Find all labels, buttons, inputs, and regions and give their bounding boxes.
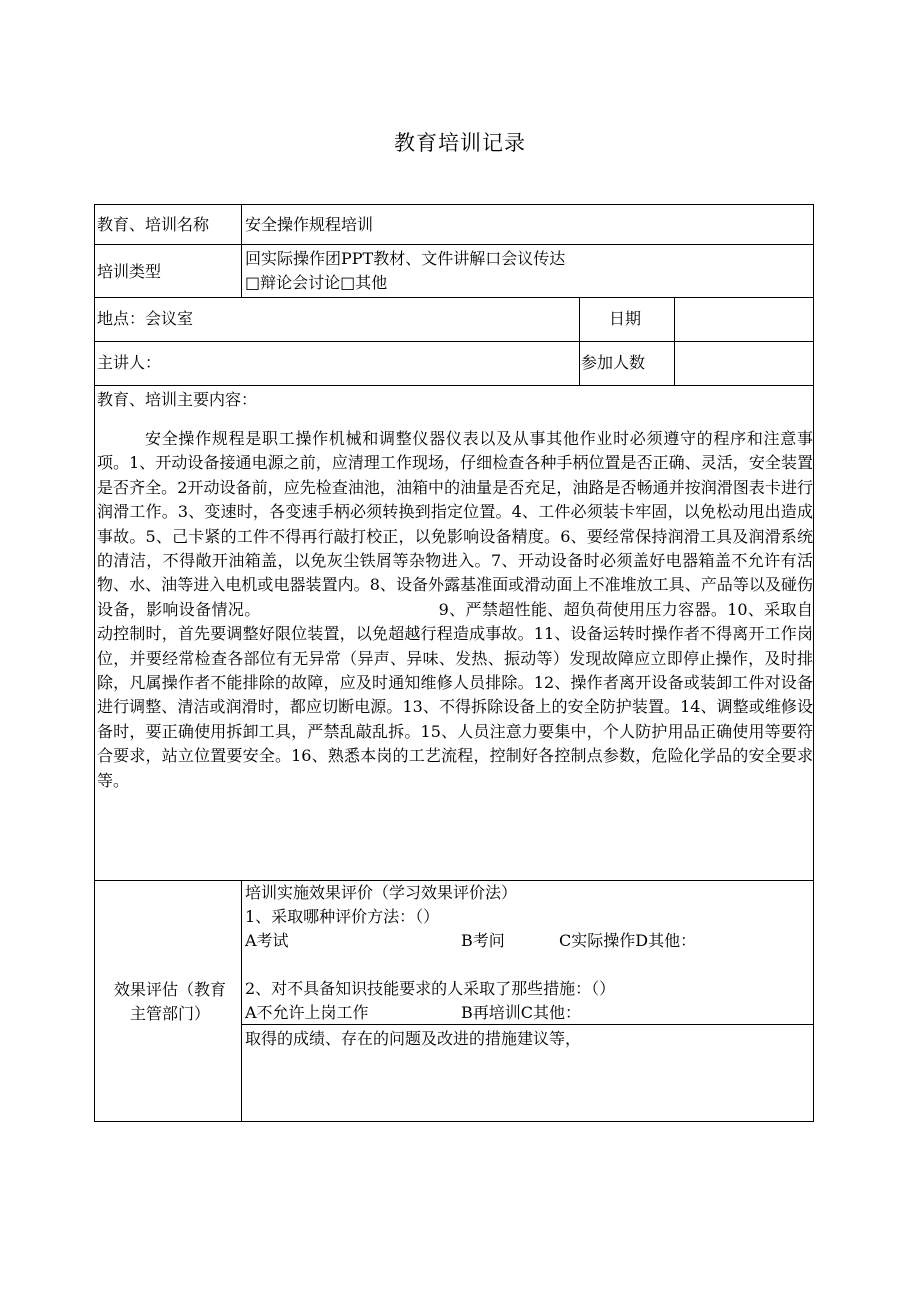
column-divider <box>241 880 242 1122</box>
evaluation-question-2: 2、对不具备知识技能要求的人采取了那些措施：（） <box>245 979 616 998</box>
option-exam: A考试 <box>245 931 289 950</box>
speaker-label: 主讲人： <box>97 353 162 372</box>
column-divider <box>241 205 242 297</box>
content-paragraph-a: 安全操作规程是职工操作机械和调整仪器仪表以及从事其他作业时必须遵守的程序和注意事项。1、开动设备接通电源之前，应清理工作现场，仔细检查各种手柄位置是否正确、灵活，安全装置是否齐全。2开动设备前，应先检查油池，油箱中的油量是否充足，油路是否畅通并按润滑图表卡进行润滑工作。3、变速时，各变速手柄必须转换到指定位置。4、工件必须装卡牢固，以免松动甩出造成事故。5、己卡紧的工件不得再行敲打校正，以免影响设备精度。6、要经常保持润滑工具及润滑系统的清洁，不得敞开油箱盖，以免灰尘铁屑等杂物进入。7、开动设备时必须盖好电器箱盖不允许有活物、水、油等进入电机或电器装置内。8、设备外露基准面或滑动面上不准堆放工具、产品等以及碰伤设备，影响设备情况。 <box>97 429 813 619</box>
option-no-work: A不允许上岗工作 <box>245 1003 369 1022</box>
column-divider <box>674 297 675 385</box>
training-name-label: 教育、培训名称 <box>97 215 210 234</box>
row-divider <box>95 244 813 245</box>
page-title: 教育培训记录 <box>394 131 526 155</box>
column-divider <box>579 297 580 385</box>
row-divider <box>95 385 813 386</box>
training-type-options-line1: 回实际操作团PPT教材、文件讲解口会议传达 <box>245 249 566 268</box>
results-label: 取得的成绩、存在的问题及改进的措施建议等， <box>245 1029 582 1048</box>
location-label: 地点：会议室 <box>97 309 194 328</box>
option-oral: B考问 <box>461 931 505 950</box>
evaluation-section <box>245 881 805 1025</box>
evaluation-question-1-options <box>245 929 805 953</box>
row-divider <box>95 341 813 342</box>
evaluation-label-line2: 主管部门） <box>129 1004 210 1023</box>
evaluation-question-1: 1、采取哪种评价方法：（） <box>245 907 440 926</box>
option-practical-other: C实际操作D其他： <box>559 931 697 950</box>
content-heading: 教育、培训主要内容： <box>97 390 258 409</box>
evaluation-question-2-options <box>245 1001 805 1025</box>
row-divider <box>95 297 813 298</box>
evaluation-label-line1: 效果评估（教育 <box>113 980 226 999</box>
training-record-form <box>94 204 814 1122</box>
option-retrain-other: B再培训C其他： <box>461 1003 582 1022</box>
training-type-label: 培训类型 <box>97 262 162 281</box>
evaluation-label <box>103 978 237 1026</box>
date-label: 日期 <box>609 309 642 328</box>
training-content-body <box>97 427 813 793</box>
training-type-options-line2: □辩论会讨论□其他 <box>245 273 388 292</box>
participant-count-label: 参加人数 <box>581 353 646 372</box>
evaluation-header: 培训实施效果评价（学习效果评价法） <box>245 883 518 902</box>
content-paragraph-b: 9、严禁超性能、超负荷使用压力容器。10、采取自动控制时，首先要调整好限位装置，以免超越行程造成事故。11、设备运转时操作者不得离开工作岗位，并要经常检查各部位有无异常（异声、异味、发热、振动等）发现故障应立即停止操作，及时排除，凡属操作者不能排除的故障，应及时通知维修人员排除。12、操作者离开设备或装卸工件对设备进行调整、清洁或润滑时，都应切断电源。13、不得拆除设备上的安全防护装置。14、调整或维修设备时，要正确使用拆卸工具，严禁乱敲乱拆。15、人员注意力要集中，个人防护用品正确使用等要符合要求，站立位置要安全。16、熟悉本岗的工艺流程，控制好各控制点参数，危险化学品的安全要求等。 <box>97 599 813 790</box>
training-name-value: 安全操作规程培训 <box>245 215 374 234</box>
